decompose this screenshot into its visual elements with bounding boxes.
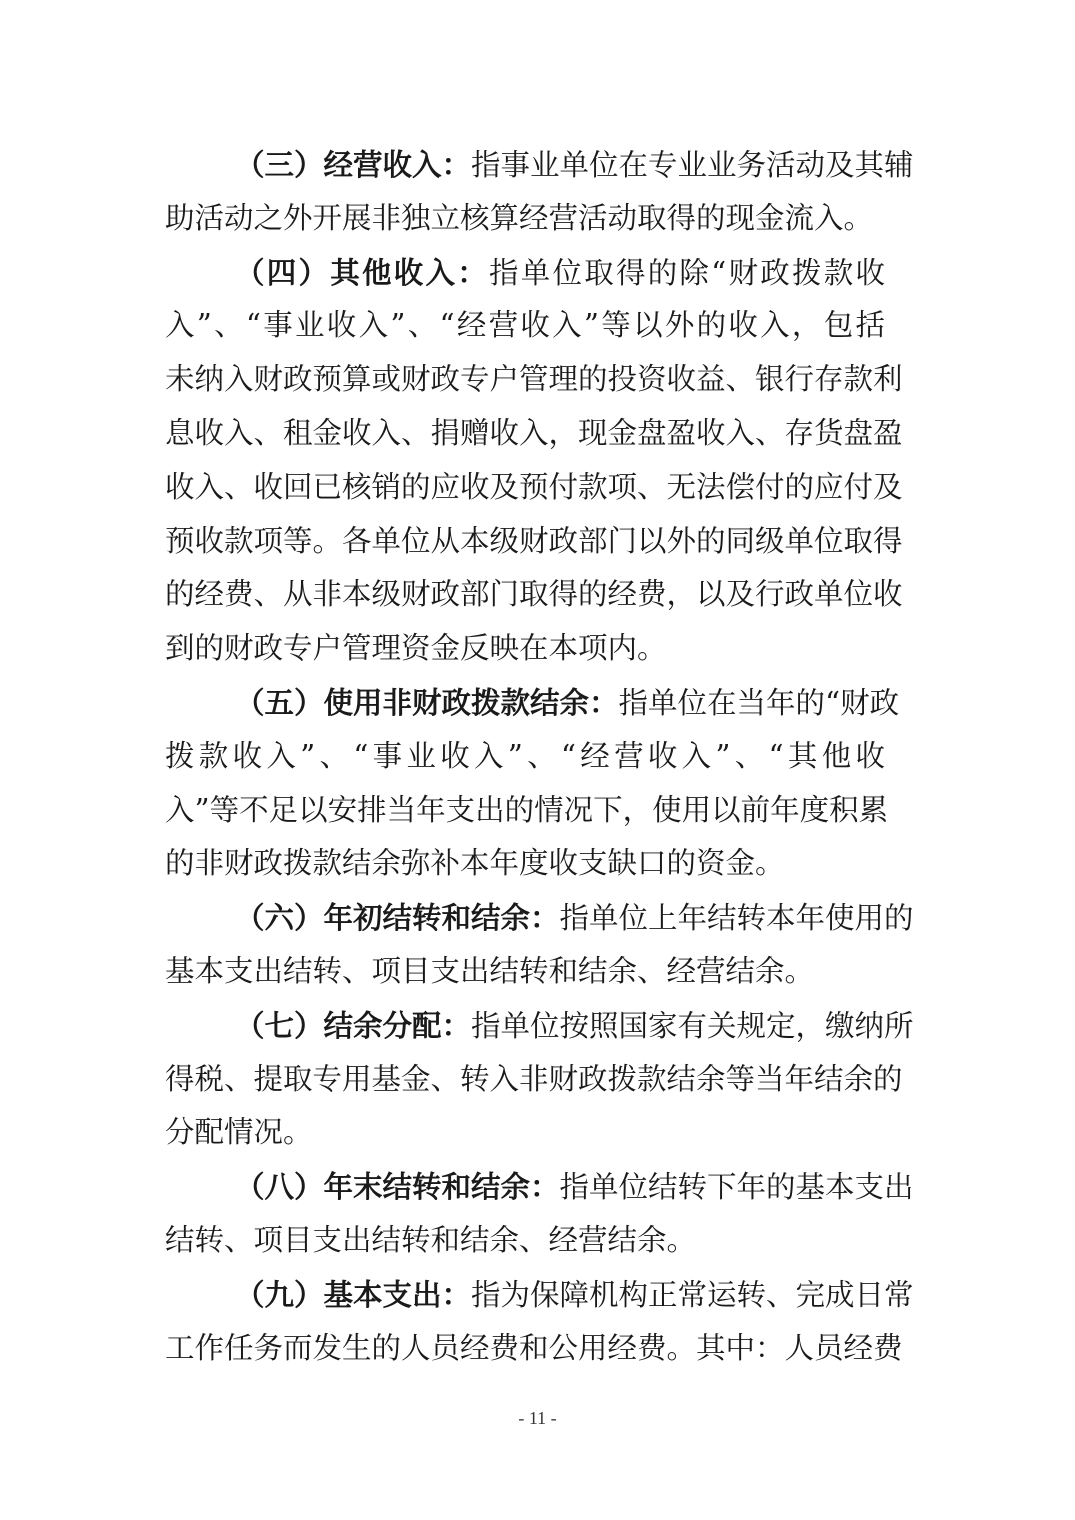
text-line: 基本支出结转、项目支出结转和结余、经营结余。	[165, 953, 815, 988]
text-line: 得税、提取专用基金、转入非财政拨款结余等当年结余的	[165, 1061, 903, 1096]
text-line: 到的财政专户管理资金反映在本项内。	[165, 631, 667, 666]
text-line: 入”等不足以安排当年支出的情况下，使用以前年度积累	[165, 792, 889, 827]
text-line: 入”、“事业收入”、“经营收入”等以外的收入，包括	[165, 308, 885, 343]
text-line: 工作任务而发生的人员经费和公用经费。其中：人员经费	[165, 1330, 903, 1365]
text-line	[165, 891, 914, 945]
paragraph-closing-balance	[165, 1160, 914, 1268]
paragraph-other-income	[165, 246, 903, 676]
text-span: 指事业单位在专业业务活动及其辅	[471, 148, 914, 182]
body-text	[165, 138, 914, 1375]
text-line: 的经费、从非本级财政部门取得的经费，以及行政单位收	[165, 577, 903, 612]
paragraph-heading: （九）基本支出：	[235, 1276, 472, 1312]
paragraph-operating-income	[165, 138, 914, 246]
paragraph-heading: （五）使用非财政拨款结余：	[235, 684, 619, 720]
text-line: 息收入、租金收入、捐赠收入，现金盘盈收入、存货盘盈	[165, 415, 903, 450]
text-line	[165, 1160, 914, 1214]
paragraph-non-fiscal-surplus	[165, 676, 900, 891]
text-line: 未纳入财政预算或财政专户管理的投资收益、银行存款利	[165, 362, 903, 397]
page-number: - 11 -	[518, 1408, 557, 1428]
text-span: 指单位结转下年的基本支出	[559, 1170, 914, 1205]
paragraph-heading: （六）年初结转和结余：	[235, 900, 560, 936]
text-line: 结转、项目支出结转和结余、经营结余。	[165, 1222, 697, 1257]
text-line	[165, 1268, 914, 1322]
text-line: 预收款项等。各单位从本级财政部门以外的同级单位取得	[165, 523, 903, 558]
paragraph-heading: （三）经营收入：	[235, 147, 472, 182]
text-span: 指为保障机构正常运转、完成日常	[471, 1277, 914, 1312]
paragraph-opening-balance	[165, 891, 914, 999]
text-span: 指单位在当年的“财政	[618, 685, 900, 720]
paragraph-heading: （四）其他收入：	[235, 254, 489, 290]
paragraph-heading: （八）年末结转和结余：	[235, 1169, 560, 1205]
text-span: 指单位取得的除“财政拨款收	[488, 255, 885, 290]
paragraph-surplus-distribution	[165, 999, 914, 1160]
text-span: 指单位上年结转本年使用的	[559, 901, 914, 936]
text-line	[165, 676, 900, 730]
text-line: 助活动之外开展非独立核算经营活动取得的现金流入。	[165, 200, 874, 235]
text-line: 的非财政拨款结余弥补本年度收支缺口的资金。	[165, 846, 785, 881]
text-line: 拨款收入”、“事业收入”、“经营收入”、“其他收	[165, 738, 885, 773]
text-line	[165, 246, 885, 300]
text-line	[165, 999, 914, 1053]
text-line: 分配情况。	[165, 1115, 313, 1150]
paragraph-basic-expenditure	[165, 1268, 914, 1376]
text-line	[165, 138, 914, 192]
text-line: 收入、收回已核销的应收及预付款项、无法偿付的应付及	[165, 469, 903, 504]
paragraph-heading: （七）结余分配：	[235, 1007, 472, 1043]
text-span: 指单位按照国家有关规定，缴纳所	[471, 1008, 914, 1043]
